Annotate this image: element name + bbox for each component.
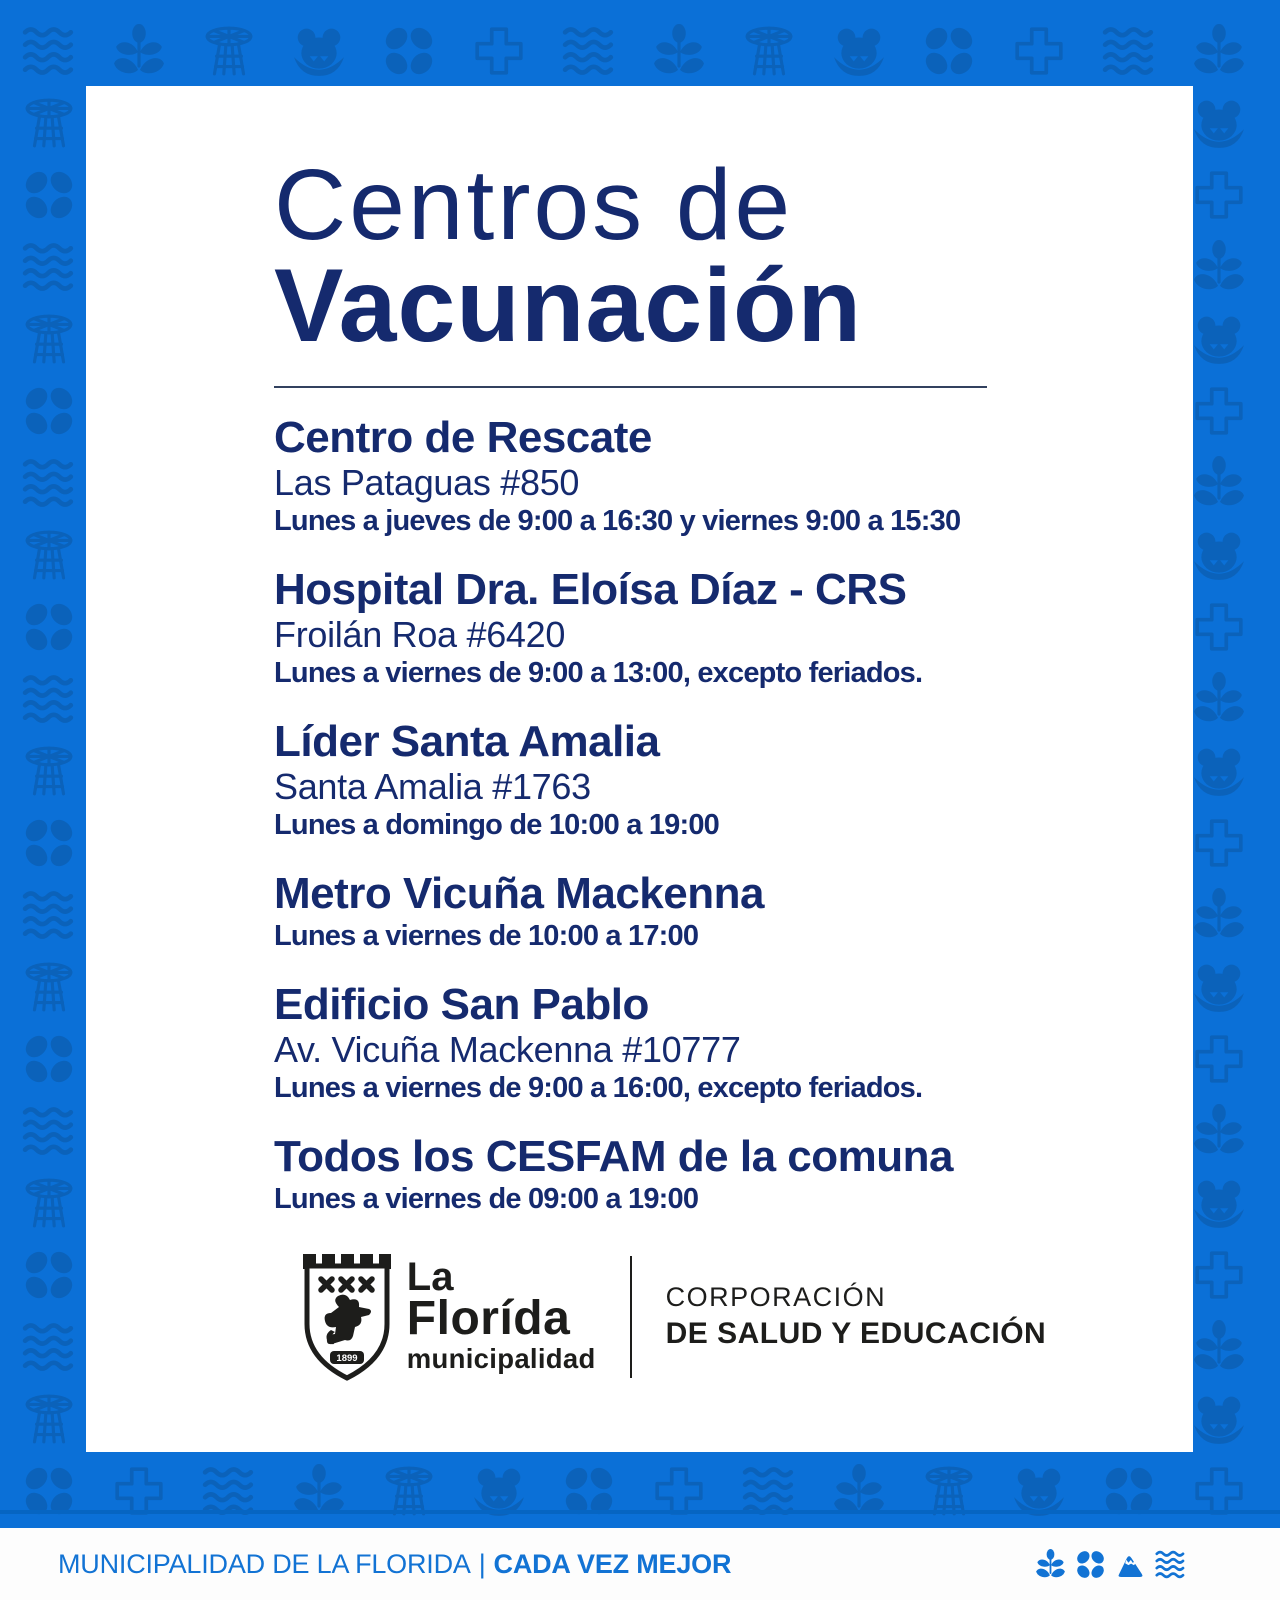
bar-separator: | [478,1548,486,1579]
pattern-sprout-icon [1194,888,1244,937]
pattern-waves-icon [25,677,71,720]
pattern-flower-icon [381,23,436,78]
wordmark-florida: Florída [406,1292,571,1346]
center-schedule: Lunes a jueves de 9:00 a 16:30 y viernes 9:00 a 15:30 [274,505,961,537]
center-item-hospital [274,566,1133,692]
pattern-water-tower-icon [27,1180,71,1226]
center-name: Edificio San Pablo [274,980,649,1029]
pattern-cross-icon [117,1469,161,1513]
center-name: Centro de Rescate [274,413,652,462]
pattern-cross-icon [657,1469,701,1513]
pattern-cross-icon [1197,821,1241,865]
pattern-frog-icon [1014,1469,1064,1516]
center-name: Todos los CESFAM de la comuna [274,1132,953,1181]
pattern-water-tower-icon [747,28,791,74]
municipality-name: MUNICIPALIDAD DE LA FLORIDA [58,1548,471,1579]
poster-card [86,86,1193,1452]
pattern-waves-icon [565,29,611,72]
corporation-line2: DE SALUD Y EDUCACIÓN [665,1317,1047,1351]
center-schedule: Lunes a viernes de 09:00 a 19:00 [274,1183,699,1215]
page-title-line1: Centros de [274,149,794,261]
pattern-frog-icon [474,1469,524,1516]
pattern-sprout-icon [654,24,704,73]
pattern-water-tower-icon [27,532,71,578]
center-address: Froilán Roa #6420 [274,614,566,655]
pattern-waves-icon [745,1469,791,1512]
pattern-water-tower-icon [27,316,71,362]
pattern-flower-icon [21,167,76,222]
center-item-cesfam [274,1133,1133,1218]
pattern-frog-icon [1194,101,1244,148]
pattern-waves-icon [25,461,71,504]
card-footer [214,1252,1133,1382]
pattern-frog-icon [1194,317,1244,364]
pattern-sprout-icon [114,24,164,73]
center-address: Av. Vicuña Mackenna #10777 [274,1029,741,1070]
sprout-icon [1035,1549,1066,1580]
pattern-sprout-icon [1194,672,1244,721]
pattern-flower-icon [921,23,976,78]
flower-icon [1075,1549,1106,1580]
pattern-cross-icon [1017,29,1061,73]
pattern-cross-icon [1197,1253,1241,1297]
pattern-frog-icon [1194,1181,1244,1228]
pattern-waves-icon [1105,29,1151,72]
wordmark-la: La [406,1255,454,1300]
pattern-water-tower-icon [927,1468,971,1514]
pattern-flower-icon [21,815,76,870]
pattern-flower-icon [21,383,76,438]
pattern-cross-icon [1197,605,1241,649]
center-item-lider [274,718,1133,844]
pattern-flower-icon [21,1247,76,1302]
pattern-frog-icon [1194,965,1244,1012]
center-item-rescate [274,414,1133,540]
center-schedule: Lunes a viernes de 9:00 a 16:00, excepto feriados. [274,1072,923,1104]
center-schedule: Lunes a domingo de 10:00 a 19:00 [274,809,719,841]
center-schedule: Lunes a viernes de 9:00 a 13:00, excepto feriados. [274,657,923,689]
municipality-slogan: CADA VEZ MEJOR [493,1548,732,1579]
pattern-cross-icon [477,29,521,73]
pattern-sprout-icon [834,1464,884,1513]
pattern-cross-icon [1197,1037,1241,1081]
pattern-sprout-icon [1194,240,1244,289]
pattern-flower-icon [21,599,76,654]
pattern-sprout-icon [1194,1320,1244,1369]
pattern-sprout-icon [1194,24,1244,73]
pattern-cross-icon [1197,173,1241,217]
pattern-water-tower-icon [27,100,71,146]
pattern-waves-icon [25,893,71,936]
pattern-water-tower-icon [27,1396,71,1442]
pattern-flower-icon [21,1031,76,1086]
center-address: Las Pataguas #850 [274,462,580,503]
pattern-cross-icon [1197,1469,1241,1513]
center-name: Líder Santa Amalia [274,717,660,766]
pattern-frog-icon [1194,749,1244,796]
corporation-line1: CORPORACIÓN [665,1282,887,1313]
pattern-waves-icon [25,29,71,72]
footer-accent-line [0,1510,1280,1514]
la-florida-wordmark [406,1255,596,1375]
pattern-water-tower-icon [387,1468,431,1514]
pattern-water-tower-icon [27,748,71,794]
pattern-frog-icon [834,29,884,76]
pattern-waves-icon [25,245,71,288]
pattern-sprout-icon [294,1464,344,1513]
page-title-line2: Vacunación [274,248,862,364]
shield-year: 1899 [336,1353,358,1364]
center-name: Hospital Dra. Eloísa Díaz - CRS [274,565,907,614]
center-schedule: Lunes a viernes de 10:00 a 17:00 [274,920,699,952]
pattern-waves-icon [25,1325,71,1368]
wordmark-municipalidad: municipalidad [406,1343,596,1375]
pattern-sprout-icon [1194,1104,1244,1153]
bottom-bar [0,1528,1280,1600]
pattern-waves-icon [205,1469,251,1512]
pattern-frog-icon [294,29,344,76]
vaccination-centers-list [274,414,1133,1218]
pattern-sprout-icon [1194,456,1244,505]
pattern-waves-icon [25,1109,71,1152]
footer-vertical-divider [630,1256,632,1378]
bottom-bar-text [58,1549,731,1580]
pattern-water-tower-icon [207,28,251,74]
municipal-shield-icon [301,1252,393,1382]
la-florida-logo [301,1252,596,1382]
title-divider [274,386,987,388]
pattern-cross-icon [1197,389,1241,433]
mountain-icon [1115,1549,1146,1580]
center-item-metro [274,870,1133,955]
pattern-frog-icon [1194,1397,1244,1444]
center-name: Metro Vicuña Mackenna [274,869,764,918]
pattern-water-tower-icon [27,964,71,1010]
center-item-san-pablo [274,981,1133,1107]
pattern-frog-icon [1194,533,1244,580]
corporation-logo-text [666,1281,1047,1352]
waves-icon [1155,1549,1186,1580]
center-address: Santa Amalia #1763 [274,766,591,807]
bottom-bar-icons [1035,1549,1186,1580]
